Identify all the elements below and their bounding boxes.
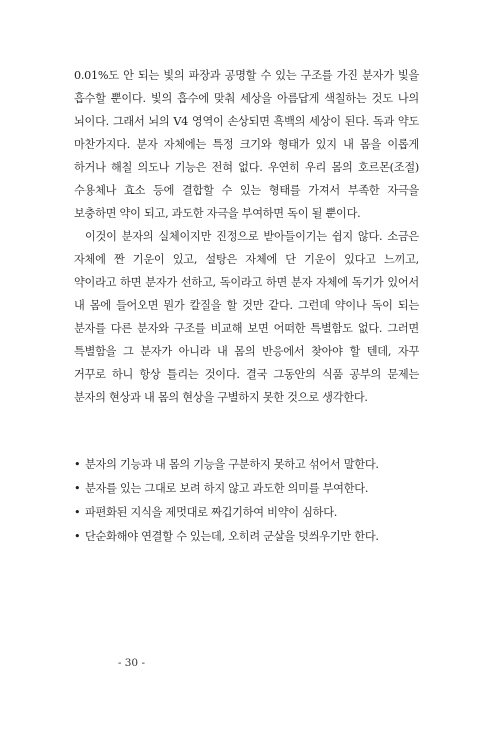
bullet-text-3: 파편화된 지식을 제멋대로 짜깁기하여 비약이 심하다. xyxy=(85,506,338,519)
body-text xyxy=(74,64,419,409)
bullet-icon: • xyxy=(74,458,81,471)
bullet-icon: • xyxy=(74,482,81,495)
bullet-list xyxy=(74,453,419,549)
bullet-item-2 xyxy=(74,477,419,500)
bullet-item-1 xyxy=(74,453,419,476)
paragraph-1: 0.01%도 안 되는 빛의 파장과 공명할 수 있는 구조를 가진 분자가 빛을 흡수할 뿐이다. 빛의 흡수에 맞춰 세상을 아름답게 색칠하는 것도 나의 뇌이다. 그래서 뇌의 V4 영역이 손상되면 흑백의 세상이 된다. 독과 약도 마찬가지다. 분자 자체에는 특정 크기와 형태가 있지 내 몸을 이롭게 하거나 해칠 의도나 기능은 전혀 없다. 우연히 우리 몸의 호르몬(조절) 수용체나 효소 등에 결합할 수 있는 형태를 가져서 부족한 자극을 보충하면 약이 되고, 과도한 자극을 부여하면 독이 될 뿐이다. xyxy=(74,69,419,220)
page-number: - 30 - xyxy=(117,657,145,669)
paragraph-2: 이것이 분자의 실체이지만 진정으로 받아들이기는 쉽지 않다. 소금은 자체에 짠 기운이 있고, 설탕은 자체에 단 기운이 있다고 느끼고, 약이라고 하면 분자가 선하고, 독이라고 하면 분자 자체에 독기가 있어서 내 몸에 들어오면 뭔가 칼질을 할 것만 같다. 그런데 약이나 독이 되는 분자를 다른 분자와 구조를 비교해 보면 어떠한 특별함도 없다. 그러면 특별함을 그 분자가 아니라 내 몸의 반응에서 찾아야 할 텐데, 자꾸 거꾸로 하니 항상 틀리는 것이다. 결국 그동안의 식품 공부의 문제는 분자의 현상과 내 몸의 현상을 구별하지 못한 것으로 생각한다. xyxy=(74,230,419,404)
bullet-text-4: 단순화해야 연결할 수 있는데, 오히려 군살을 덧씌우기만 한다. xyxy=(85,530,379,543)
bullet-item-4 xyxy=(74,525,419,548)
bullet-icon: • xyxy=(74,530,81,543)
bullet-text-2: 분자를 있는 그대로 보려 하지 않고 과도한 의미를 부여한다. xyxy=(85,482,369,495)
bullet-text-1: 분자의 기능과 내 몸의 기능을 구분하지 못하고 섞어서 말한다. xyxy=(85,458,379,471)
bullet-icon: • xyxy=(74,506,81,519)
bullet-item-3 xyxy=(74,501,419,524)
